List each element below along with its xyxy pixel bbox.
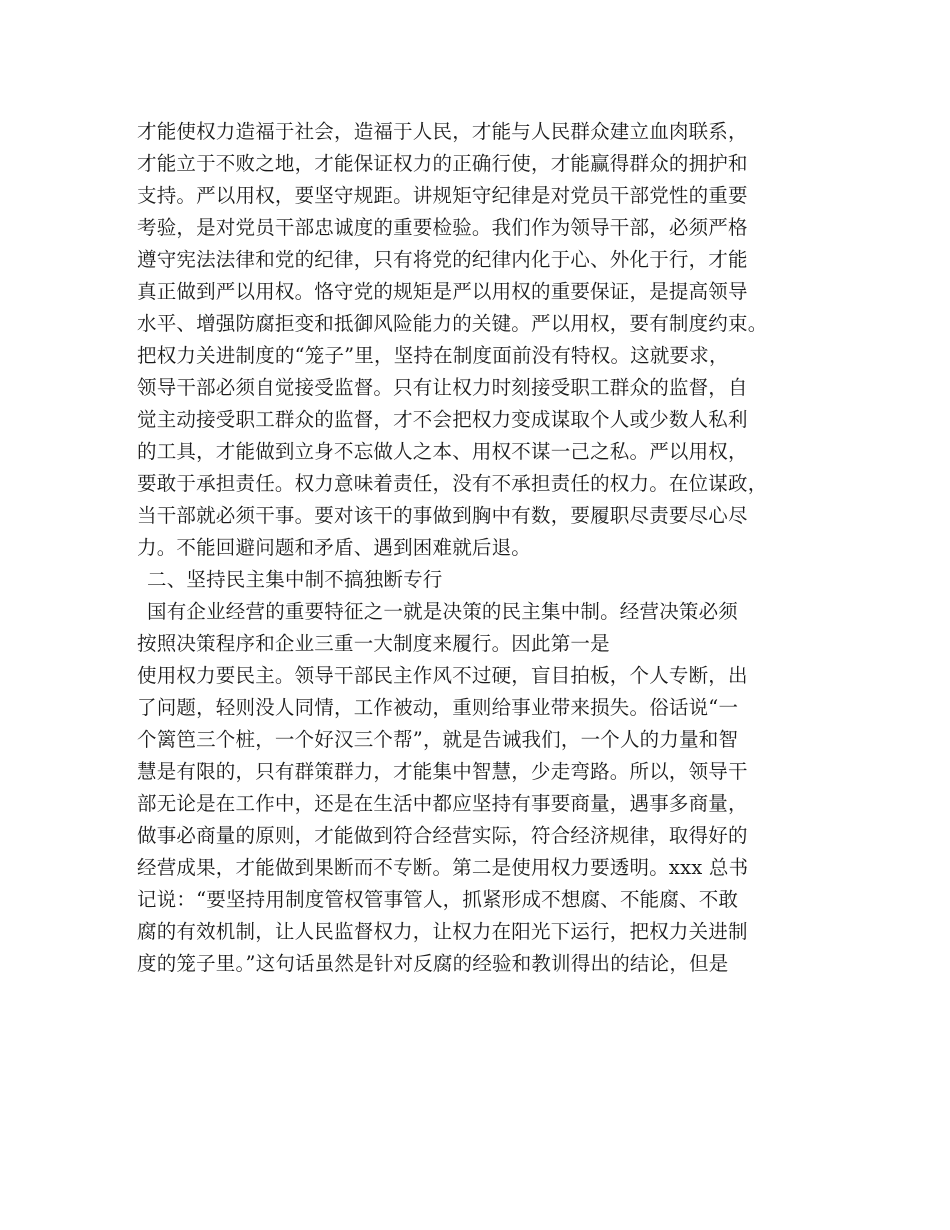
text-line: 当干部就必须干事。要对该干的事做到胸中有数，要履职尽责要尽心尽: [137, 504, 748, 527]
text-line: 做事必商量的原则，才能做到符合经营实际，符合经济规律，取得好的: [137, 824, 748, 847]
text-line: 慧是有限的，只有群策群力，才能集中智慧，少走弯路。所以，领导干: [137, 760, 748, 783]
text-line: 考验，是对党员干部忠诚度的重要检验。我们作为领导干部，必须严格: [137, 216, 748, 239]
text-line: 支持。严以用权，要坚守规距。讲规矩守纪律是对党员干部党性的重要: [137, 184, 748, 207]
text-line: 国有企业经营的重要特征之一就是决策的民主集中制。经营决策必须: [147, 600, 739, 623]
section-heading: 二、坚持民主集中制不搞独断专行: [147, 568, 443, 591]
text-line: 腐的有效机制，让人民监督权力，让权力在阳光下运行，把权力关进制: [137, 920, 748, 943]
text-line: 觉主动接受职工群众的监督，才不会把权力变成谋取个人或少数人私利: [137, 408, 748, 431]
text-line: 把权力关进制度的“笼子”里，坚持在制度面前没有特权。这就要求，: [137, 344, 729, 367]
text-line: 才能使权力造福于社会，造福于人民，才能与人民群众建立血肉联系，: [137, 120, 748, 143]
text-line: 领导干部必须自觉接受监督。只有让权力时刻接受职工群众的监督，自: [137, 376, 748, 399]
text-line: 才能立于不败之地，才能保证权力的正确行使，才能赢得群众的拥护和: [137, 152, 748, 175]
text-line: 了问题，轻则没人同情，工作被动，重则给事业带来损失。俗话说“一: [137, 696, 739, 719]
body-text: [137, 116, 837, 980]
text-line: 遵守宪法法律和党的纪律，只有将党的纪律内化于心、外化于行，才能: [137, 248, 748, 271]
text-line: 要敢于承担责任。权力意味着责任，没有不承担责任的权力。在位谋政，: [137, 472, 768, 495]
text-line: 的工具，才能做到立身不忘做人之本、用权不谋一己之私。严以用权，: [137, 440, 748, 463]
text-line: 力。不能回避问题和矛盾、遇到困难就后退。: [137, 536, 532, 559]
text-line: 水平、增强防腐拒变和抵御风险能力的关键。严以用权，要有制度约束。: [137, 312, 768, 335]
text-line: 度的笼子里。”这句话虽然是针对反腐的经验和教训得出的结论，但是: [137, 952, 729, 975]
text-line: 记说：“要坚持用制度管权管事管人，抓紧形成不想腐、不能腐、不敢: [137, 888, 739, 911]
text-line: 按照决策程序和企业三重一大制度来履行。因此第一是: [137, 632, 610, 655]
text-line: 部无论是在工作中，还是在生活中都应坚持有事要商量，遇事多商量，: [137, 792, 748, 815]
text-line: 经营成果，才能做到果断而不专断。第二是使用权力要透明。xxx 总书: [137, 856, 749, 879]
text-line: 个篱笆三个桩，一个好汉三个帮”，就是告诫我们，一个人的力量和智: [137, 728, 739, 751]
text-line: 使用权力要民主。领导干部民主作风不过硬，盲目拍板，个人专断，出: [137, 664, 748, 687]
text-line: 真正做到严以用权。恪守党的规矩是严以用权的重要保证，是提高领导: [137, 280, 748, 303]
